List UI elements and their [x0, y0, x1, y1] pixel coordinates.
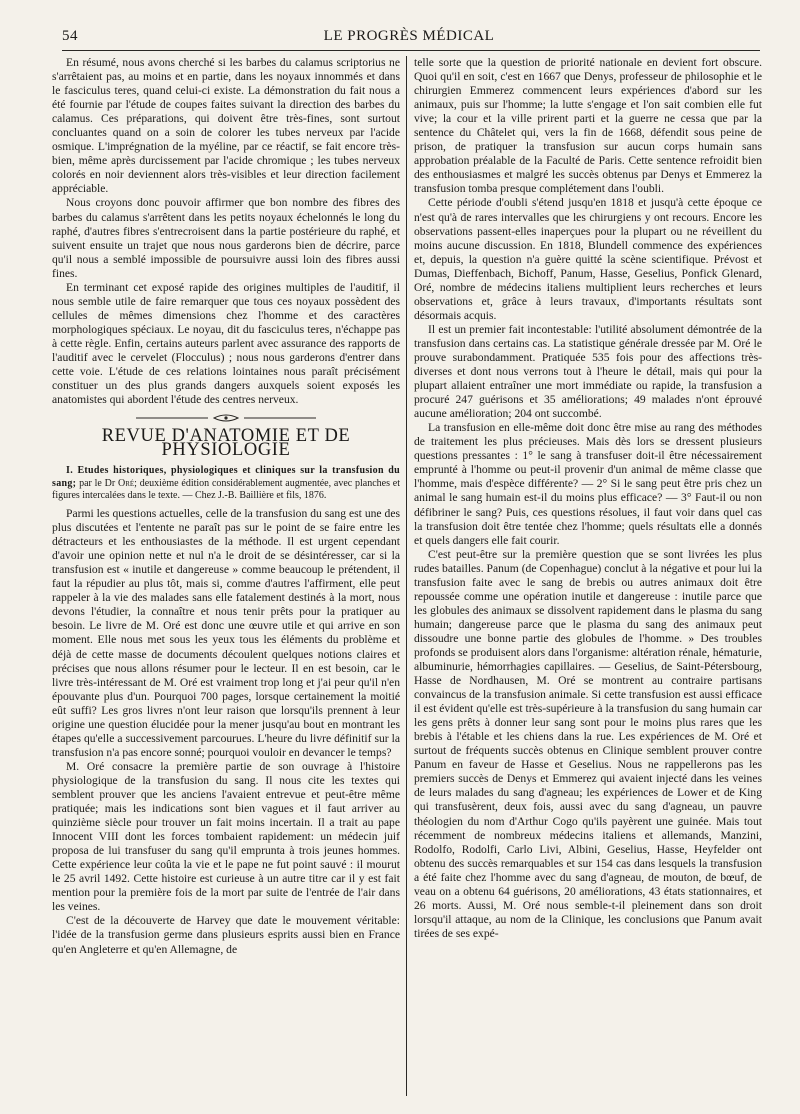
- review-details: ; deuxième édition considérablement augmentée, avec planches et figures intercalées dans le texte. — Chez J.-B. Baillière et fils, 1876.: [52, 477, 400, 502]
- review-title: I. Etudes historiques, physiologiques et cliniques sur la transfusion du sang;: [52, 465, 400, 489]
- right-column: [414, 56, 762, 1096]
- review-author: Oré: [118, 477, 135, 489]
- column-divider: [406, 56, 407, 1096]
- right-paragraph-5: C'est peut-être sur la première question que se sont livrées les plus rudes batailles. Panum (de Copenhague) conclut à la négative et pour lui la transfusion faite avec le sang de brebis ou autres animaux doit être repoussée comme une opération inutile et dangereuse : inutile parce que les globules des animaux se dissolvent rapidement dans le plasma du sang humain; dangereuse parce que le plasma du sang des animaux peut dissoudre une bonne partie des globules de l'homme. » Des troubles profonds se produisent alors dans l'organisme: altération rénale, hématurie, albuminurie, hémorrhagies capillaires. — Geselius, de Saint-Pétersbourg, Hasse de Nordhausen, M. Oré se montrent au contraire partisans convaincus de la transfusion animale. Si cette transfusion est aussi efficace il est évident qu'elle est très-supérieure à la transfusion du sang humain car les gens prêts à donner leur sang sont pour le moins plus rares que les brebis à l'étable et les chiens dans la rue. Les expériences de M. Oré et surtout de fréquents succès obtenus en Clinique semblent prouver contre Panum en faveur de Hasse et Geselius. Nous ne rappellerons pas les premiers succès de Denys et Emmerez qui avaient injecté dans les veines de leurs malades du sang d'agneau; les expériences de Lower et de King qui transfusèrent, deux fois, aussi avec du sang d'agneau, un pauvre théologien du nom d'Arthur Cogo qu'ils payèrent une guinée. Mais tout récemment de nombreux médecins italiens et allemands, Manzini, Rodolfo, Rodolfi, Carlo Livi, Albini, Geselius, Hasse, Heyfelder ont obtenu des succès remarquables et sur 154 cas dans lesquels la transfusion a été faite chez l'homme avec du sang d'agneau, de mouton, de bœuf, de veau on a obtenu 64 guérisons, 20 améliorations, 43 états stationnaires, et 26 morts. Aussi, M. Oré nous semble-t-il pleinement dans son droit lorsqu'il attaque, au nom de la Clinique, les conclusions que Panum avait tirées de ses expé-: [414, 547, 762, 940]
- left-paragraph-6: C'est de la découverte de Harvey que date le mouvement véritable: l'idée de la transfusion germe dans plusieurs esprits aussi bien en France qu'en Angleterre et qu'en Allemagne, de: [52, 914, 400, 956]
- left-paragraph-4: Parmi les questions actuelles, celle de la transfusion du sang est une des plus discutées et l'entente ne paraît pas sur le point de se faire entre les détracteurs et les enthousiastes de la méthode. Il est urgent cependant d'avoir une opinion nette et nul n'a le droit de se désintéresser, car si la transfusion est « inutile et dangereuse » comme beaucoup le prétendent, il faut la répudier au plus tôt, mais si, comme d'autres l'affirment, elle peut rappeler à la vie des malades sans elle fatalement destinés à la mort, nous devons l'étudier, la connaître et nous tenir prêts pour la pratiquer au besoin. Le livre de M. Oré est donc une œuvre utile et qui arrive en son moment. Elle nous met sous les yeux tous les éléments du problème et déjà de cette masse de documents découlent quelques notions claires et précises que nous allons résumer pour le lecteur. Il en est besoin, car le livre très-intéressant de M. Oré est vraiment trop long et j'ai peur qu'il n'en épouvante plus d'un. Pourquoi 700 pages, lorsque certainement la moitié eût suffi? Les gros livres n'ont leur raison que lorsqu'ils prennent à leur origine une question élucidée pour la mener jusqu'au bout en montrant les étapes qu'elle a successivement parcourues. L'heure du livre définitif sur la transfusion n'a pas encore sonné; pourquoi vouloir en devancer le temps?: [52, 507, 400, 759]
- right-paragraph-1: telle sorte que la question de priorité nationale en devient fort obscure. Quoi qu'il en soit, c'est en 1667 que Denys, professeur de philosophie et le chirurgien Emmerez commencent leurs expériences d'abord sur les animaux, puis sur l'homme; la lutte s'engage et l'on sait combien elle fut vive; la cour et la ville prirent parti et la guerre ne cessa que par la sentence du Châtelet qui, vers la fin de 1668, défendit sous peine de prison, de pratiquer la transfusion sur aucun corps humain sans approbation préalable de la Faculté de Paris. Cette sentence refroidit bien des enthousiasmes et malgré les succès obtenus par Denys et Emmerez la transfusion tomba presque complétement dans l'oubli.: [414, 56, 762, 196]
- right-paragraph-2: Cette période d'oubli s'étend jusqu'en 1818 et jusqu'à cette époque ce n'est qu'à de rares intervalles que les chirurgiens y ont recours. Encore les observations passent-elles inaperçues pour la plupart ou ne réveillent du moins aucune discussion. En 1818, Blundell commence des expériences et, depuis, la question n'a guère quitté la scène scientifique. Prévost et Dumas, Dieffenbach, Bichoff, Panum, Hasse, Geselius, Ponfick Glenard, Oré, nombre de médecins italiens multiplient leurs recherches et leurs observations et, grâce à leurs travaux, d'importants résultats sont désormais acquis.: [414, 196, 762, 322]
- left-paragraph-3: En terminant cet exposé rapide des origines multiples de l'auditif, il nous semble utile de faire remarquer que tous ces noyaux possèdent des cellules de mêmes dimensions chez l'homme et des caractères morphologiques spéciaux. Le noyau, dit du fasciculus teres, n'échappe pas à cette règle. Enfin, certains auteurs parlent avec assurance des rapports de l'auditif avec le cervelet (Flocculus) ; nous nous garderons d'entrer dans cette voie. L'étude de ces relations lointaines nous paraît précisément constituer un des plus grands dangers auxquels soient exposés les anatomistes qui abordent l'étude des centres nerveux.: [52, 280, 400, 407]
- journal-title: LE PROGRÈS MÉDICAL: [323, 28, 495, 44]
- ornament-rule-icon: [136, 413, 316, 423]
- left-paragraph-2: Nous croyons donc pouvoir affirmer que bon nombre des fibres des barbes du calamus s'arrêtent dans les petits noyaux échelonnés le long du raphé, d'autres fibres s'entrecroisent dans la partie postérieure du raphé, et suivent ensuite un trajet que nous nous garderons bien de décrire, parce qu'il nous a semblé impossible de poursuivre aussi loin des fibres aussi fines.: [52, 196, 400, 280]
- section-divider-ornament: [52, 413, 400, 423]
- left-paragraph-1: En résumé, nous avons cherché si les barbes du calamus scriptorius ne s'arrêtaient pas, au moins et en partie, dans les noyaux innommés et dans le fasciculus teres, quand celui-ci existe. La démonstration du fait nous a été fournie par l'étude de coupes faites suivant la direction des barbes du calamus. Ces préparations, qui doivent être très-fines, sont surtout concluantes quand on a soin de colorer les tubes nerveux par l'acide osmique. L'imprégnation de la myéline, par ce réactif, se fait encore très-bien, même après durcissement par l'acide chromique ; les tubes nerveux colorés en noir deviennent alors très-visibles et leur direction facilement appréciable.: [52, 56, 400, 196]
- right-paragraph-4: La transfusion en elle-même doit donc être mise au rang des méthodes de traitement les plus précieuses. Mais dès lors se dressent plusieurs questions pressantes : 1° le sang à transfuser doit-il être nécessairement emprunté à l'homme ou peut-il provenir d'un animal de même classe que l'homme, mais d'espèce différente? — 2° Si le sang peut être pris chez un animal le sang humain est-il du moins plus efficace? — 3° Faut-il ou non défibriner le sang? Puis, ces questions résolues, il faut voir dans quel cas la transfusion doit être tentée chez l'homme; quels résultats elle a donnés et quels dangers elle fait courir.: [414, 421, 762, 547]
- running-header: [62, 28, 760, 51]
- book-review-heading: [52, 465, 400, 503]
- left-column: [52, 56, 400, 1096]
- review-by: par le Dr: [76, 477, 118, 489]
- section-title: REVUE D'ANATOMIE ET DE PHYSIOLOGIE: [101, 426, 351, 461]
- left-paragraph-5: M. Oré consacre la première partie de son ouvrage à l'histoire physiologique de la transfusion du sang. Il nous cite les textes qui semblent prouver que les anciens l'avaient entrevue et peut-être même pratiquée; mais les indications sont bien vagues et il faut arriver au quinzième siècle pour trouver un fait moins incertain. Il a trait au pape Innocent VIII dont les forces tombaient rapidement: un médecin juif proposa de lui transfuser du sang qu'il emprunta à trois jeunes hommes. Cette expérience leur coûta la vie et le pape ne fut point sauvé : il mourut le 25 avril 1492. Cette histoire est curieuse à un autre titre car il y est fait mention pour la première fois de la mort par suite de l'entrée de l'air dans les veines.: [52, 759, 400, 914]
- page-number: 54: [62, 28, 78, 44]
- right-paragraph-3: Il est un premier fait incontestable: l'utilité absolument démontrée de la transfusion dans certains cas. La statistique générale dressée par M. Oré le prouve surabondamment. Pratiquée 535 fois pour des affections très-diverses et dont nous verrons tout à l'heure le détail, mais qui pour la plupart allaient entraîner une mort immédiate ou rapide, la transfusion a procuré 247 guérisons et 35 améliorations; 49 malades n'ont éprouvé aucune amélioration; 204 ont succombé.: [414, 322, 762, 421]
